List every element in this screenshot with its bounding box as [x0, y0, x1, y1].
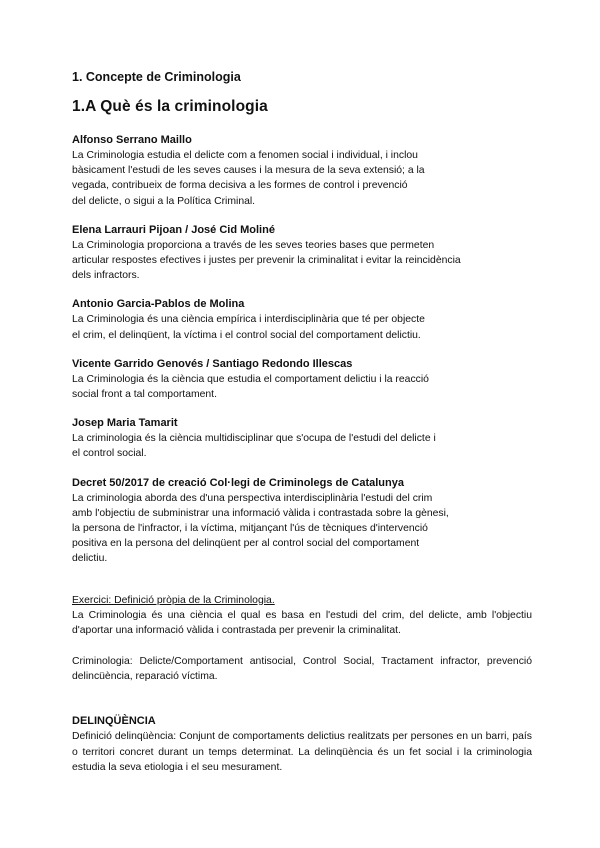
definition-text: La criminologia aborda des d'una perspectiva interdisciplinària l'estudi del crim amb l'objectiu de subministrar una informació vàlida i contrastada sobre la gènesi, la persona de l'infractor, i la víctima, mitjançant l'ús de tècniques d'intervenció positiva en la persona del delinqüent per al control social del comportament delictiu. [72, 492, 449, 565]
definition-block [72, 415, 532, 461]
definition-text: La Criminologia estudia el delicte com a fenomen social i individual, i inclou bàsicament l'estudi de les seves causes i la mesura de la seva extensió; a la vegada, contribueix de forma decisiva a les formes de control i prevenció del delicte, o sigui a la Política Criminal. [72, 150, 425, 207]
document-page [72, 70, 532, 775]
delinquencia-section [72, 714, 532, 775]
definition-text: La criminologia és la ciència multidisciplinar que s'ocupa de l'estudi del delicte i el control social. [72, 433, 436, 460]
definition-text: La Criminologia és la ciència que estudia el comportament delictiu i la reacció social front a tal comportament. [72, 373, 429, 401]
subsection-heading: 1.A Què és la criminologia [72, 98, 268, 115]
definition-author: Antonio Garcia-Pablos de Molina [72, 298, 245, 311]
definition-block [72, 132, 532, 209]
definition-text: La Criminologia és una ciència empírica i interdisciplinària que té per objecte el crim, el delinqüent, la víctima i el control social del comportament delictiu. [72, 314, 425, 341]
definition-block [72, 222, 532, 284]
delinquencia-title: DELINQÜÈNCIA [72, 715, 156, 728]
definition-text: La Criminologia proporciona a través de les seves teories bases que permeten articular respostes efectives i justes per prevenir la criminalitat i evitar la reincidència dels infractors. [72, 239, 461, 282]
delinquencia-text: Definició delinqüència: Conjunt de comportaments delictius realitzats per persones en un barri, país o territori concret durant un temps determinat. La delinqüència és un fet social i la criminologia estudia la seva etiologia i el seu mesurament. [72, 731, 532, 773]
exercise-keywords: Criminologia: Delicte/Comportament antisocial, Control Social, Tractament infractor, prevenció delincüència, reparació víctima. [72, 656, 532, 683]
definition-author: Decret 50/2017 de creació Col·legi de Criminolegs de Catalunya [72, 476, 404, 489]
definition-author: Alfonso Serrano Maillo [72, 134, 192, 146]
definition-author: Josep Maria Tamarit [72, 417, 178, 430]
section-heading: 1. Concepte de Criminologia [72, 70, 241, 84]
definition-block [72, 356, 532, 402]
definition-block [72, 475, 532, 567]
exercise-section [72, 593, 532, 685]
definition-author: Elena Larrauri Pijoan / José Cid Moliné [72, 223, 275, 236]
exercise-title: Exercici: Definició pròpia de la Criminologia. [72, 594, 275, 606]
definition-author: Vicente Garrido Genovés / Santiago Redondo Illescas [72, 357, 353, 370]
exercise-text: La Criminologia és una ciència el qual es basa en l'estudi del crim, del delicte, amb l'objectiu d'aportar una informació vàlida i contrastada per prevenir la criminalitat. [72, 609, 532, 636]
definition-block [72, 296, 532, 342]
